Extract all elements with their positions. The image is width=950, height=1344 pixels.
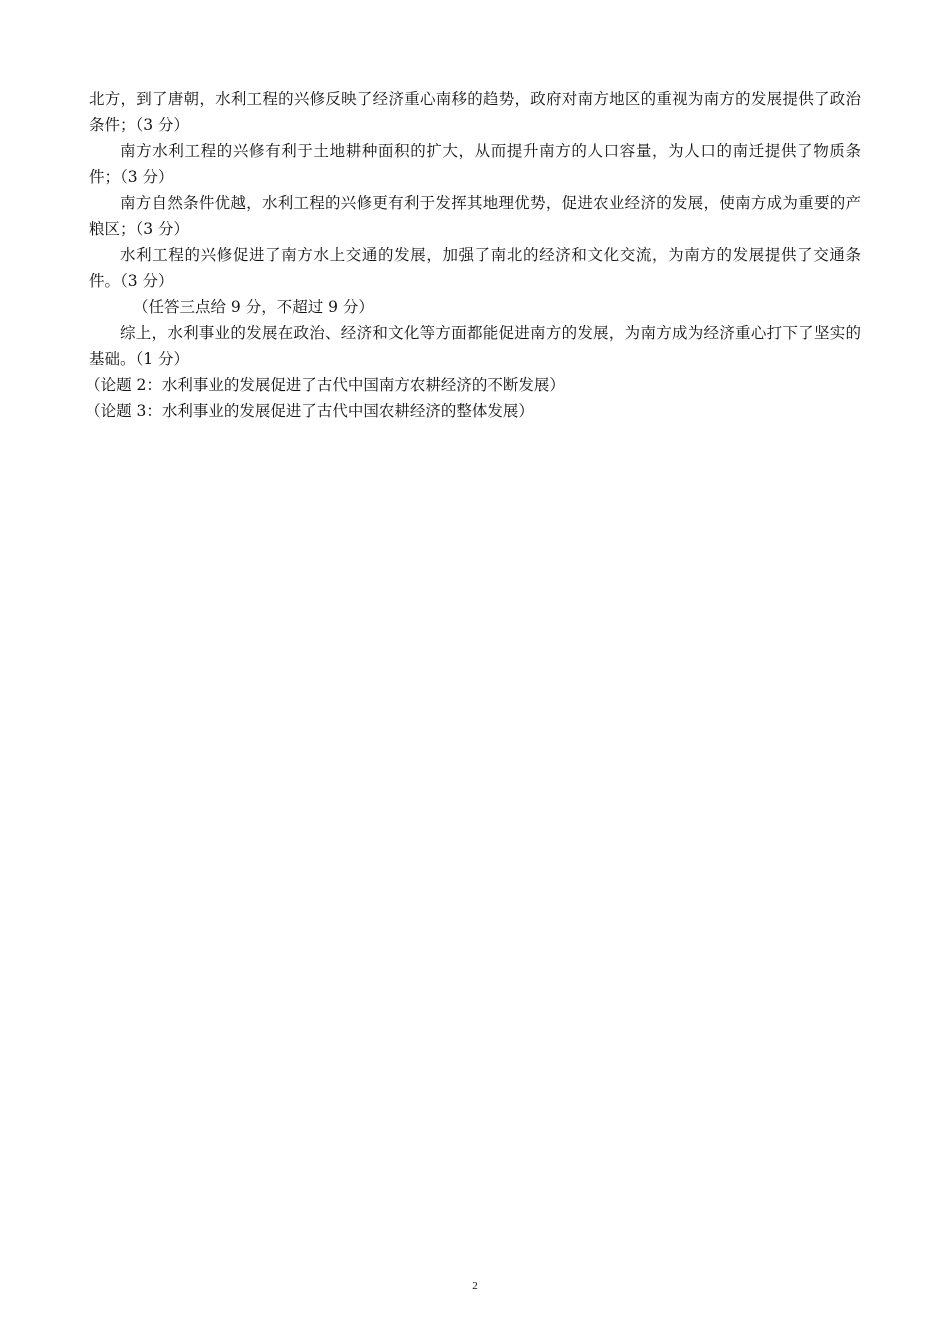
paragraph-transport-conditions: 水利工程的兴修促进了南方水上交通的发展，加强了南北的经济和文化交流，为南方的发展提供了交通条件。（3 分） xyxy=(89,246,861,290)
paragraph-political-conditions: 北方，到了唐朝，水利工程的兴修反映了经济重心南移的趋势，政府对南方地区的重视为南方的发展提供了政治条件；（3 分） xyxy=(89,90,861,134)
paragraph-population-conditions: 南方水利工程的兴修有利于土地耕种面积的扩大，从而提升南方的人口容量，为人口的南迁提供了物质条件；（3 分） xyxy=(89,142,861,186)
scoring-note: （任答三点给 9 分，不超过 9 分） xyxy=(133,298,374,316)
paragraph-conclusion: 综上，水利事业的发展在政治、经济和文化等方面都能促进南方的发展，为南方成为经济重心打下了坚实的基础。（1 分） xyxy=(89,324,861,368)
page-number: 2 xyxy=(472,1280,478,1292)
alternative-topic-3: （论题 3：水利事业的发展促进了古代中国农耕经济的整体发展） xyxy=(85,402,534,420)
alternative-topic-2: （论题 2：水利事业的发展促进了古代中国南方农耕经济的不断发展） xyxy=(85,376,565,394)
paragraph-grain-production: 南方自然条件优越，水利工程的兴修更有利于发挥其地理优势，促进农业经济的发展，使南方成为重要的产粮区；（3 分） xyxy=(89,194,861,238)
document-body xyxy=(85,86,861,424)
